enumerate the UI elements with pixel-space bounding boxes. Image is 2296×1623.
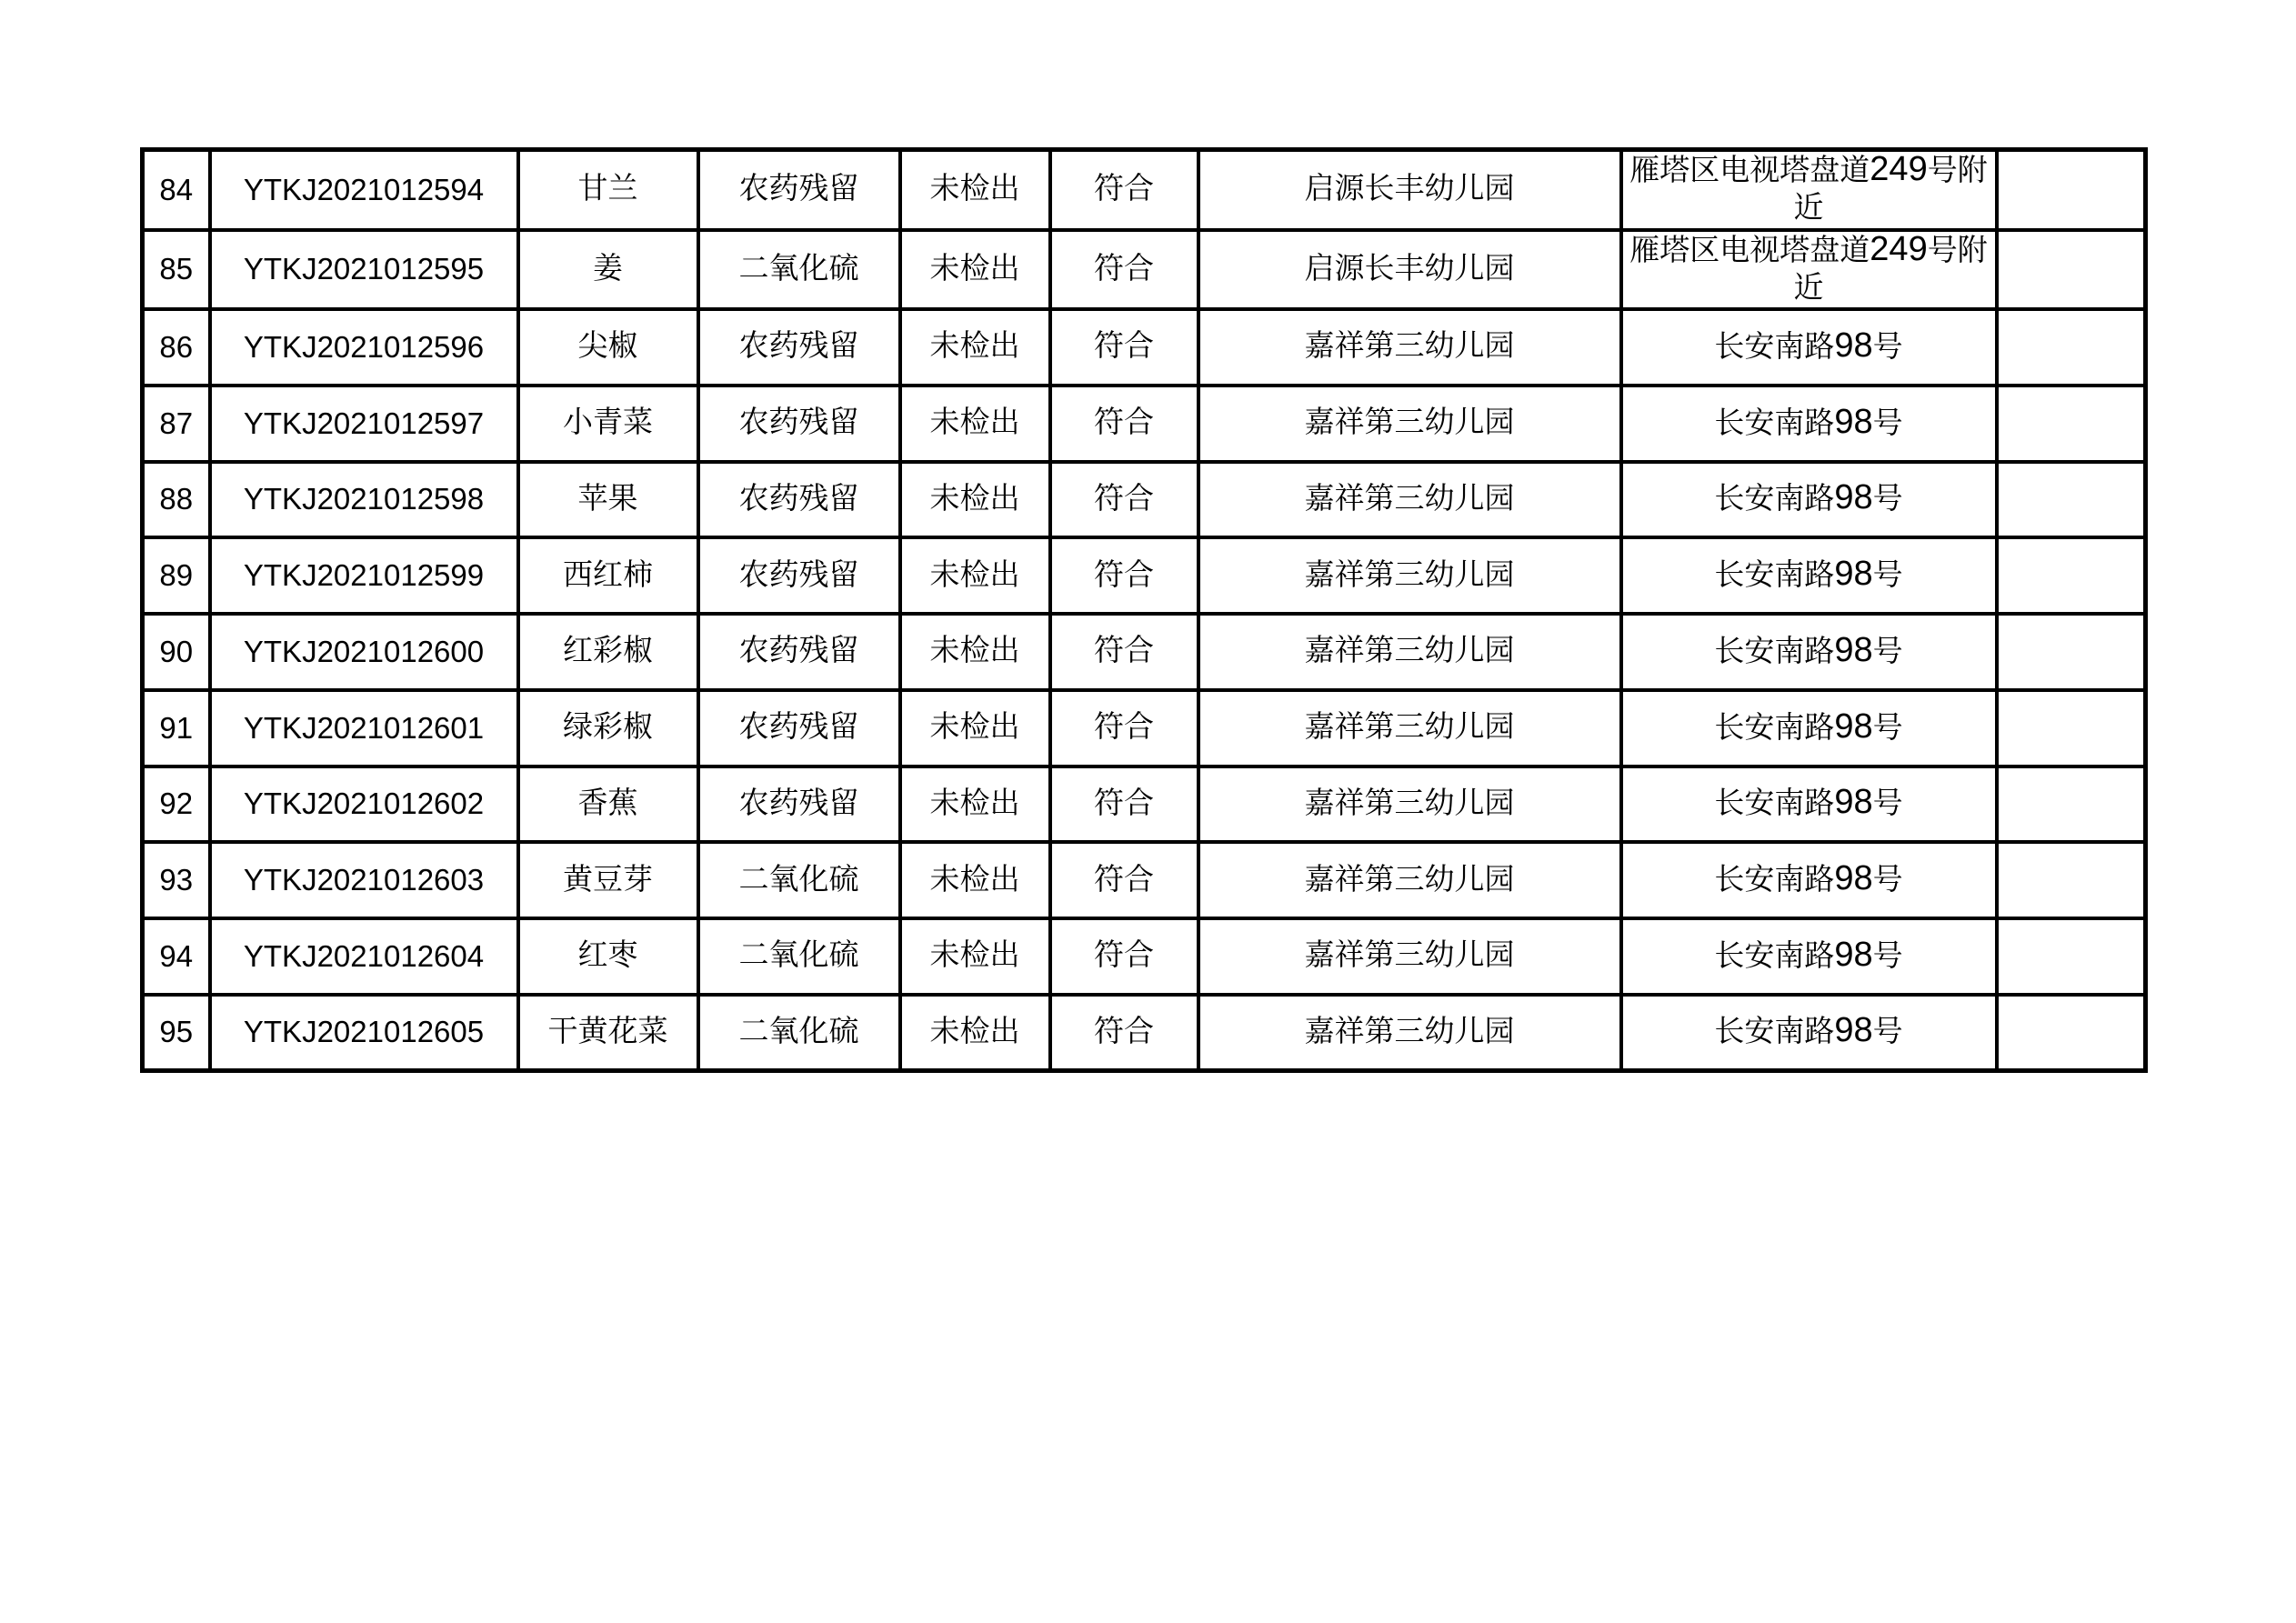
sampled-unit-cell: 嘉祥第三幼儿园: [1198, 690, 1621, 766]
sample-id-cell: YTKJ2021012604: [210, 918, 518, 995]
result-cell: 未检出: [900, 230, 1050, 310]
sample-name-cell: 红彩椒: [518, 614, 698, 690]
table-row: [143, 386, 2146, 462]
sampled-unit-cell: 嘉祥第三幼儿园: [1198, 614, 1621, 690]
conclusion-cell: 符合: [1050, 537, 1198, 614]
row-number-cell: 89: [143, 537, 210, 614]
table-row: [143, 614, 2146, 690]
conclusion-cell: 符合: [1050, 230, 1198, 310]
row-number-cell: 85: [143, 230, 210, 310]
row-number-cell: 88: [143, 462, 210, 538]
address-cell: 长安南路98号: [1621, 537, 1997, 614]
conclusion-cell: 符合: [1050, 614, 1198, 690]
sampled-unit-cell: 启源长丰幼儿园: [1198, 230, 1621, 310]
sampled-unit-cell: 嘉祥第三幼儿园: [1198, 766, 1621, 843]
address-cell: 长安南路98号: [1621, 842, 1997, 918]
sample-id-cell: YTKJ2021012594: [210, 150, 518, 230]
test-item-cell: 农药残留: [698, 537, 900, 614]
remark-cell: [1997, 614, 2146, 690]
sampled-unit-cell: 嘉祥第三幼儿园: [1198, 537, 1621, 614]
row-number-cell: 94: [143, 918, 210, 995]
sample-id-cell: YTKJ2021012603: [210, 842, 518, 918]
remark-cell: [1997, 537, 2146, 614]
test-item-cell: 二氧化硫: [698, 842, 900, 918]
conclusion-cell: 符合: [1050, 462, 1198, 538]
address-cell: 长安南路98号: [1621, 690, 1997, 766]
sample-name-cell: 干黄花菜: [518, 995, 698, 1071]
address-number: 98: [1834, 783, 1873, 822]
remark-cell: [1997, 690, 2146, 766]
table-row: [143, 230, 2146, 310]
sampled-unit-cell: 嘉祥第三幼儿园: [1198, 842, 1621, 918]
remark-cell: [1997, 150, 2146, 230]
remark-cell: [1997, 842, 2146, 918]
address-cell: 长安南路98号: [1621, 614, 1997, 690]
test-item-cell: 二氧化硫: [698, 230, 900, 310]
sample-id-cell: YTKJ2021012595: [210, 230, 518, 310]
result-cell: 未检出: [900, 842, 1050, 918]
test-item-cell: 农药残留: [698, 766, 900, 843]
conclusion-cell: 符合: [1050, 995, 1198, 1071]
result-cell: 未检出: [900, 690, 1050, 766]
remark-cell: [1997, 309, 2146, 386]
sample-name-cell: 黄豆芽: [518, 842, 698, 918]
address-cell: 长安南路98号: [1621, 386, 1997, 462]
row-number-cell: 93: [143, 842, 210, 918]
table-row: [143, 918, 2146, 995]
address-number: 98: [1834, 1011, 1873, 1050]
sampled-unit-cell: 嘉祥第三幼儿园: [1198, 309, 1621, 386]
address-number: 98: [1834, 326, 1873, 365]
address-number: 98: [1834, 478, 1873, 517]
sample-id-cell: YTKJ2021012598: [210, 462, 518, 538]
test-item-cell: 二氧化硫: [698, 918, 900, 995]
sample-id-cell: YTKJ2021012602: [210, 766, 518, 843]
address-number: 249: [1870, 150, 1928, 188]
remark-cell: [1997, 995, 2146, 1071]
result-cell: 未检出: [900, 386, 1050, 462]
table-row: [143, 690, 2146, 766]
conclusion-cell: 符合: [1050, 690, 1198, 766]
test-item-cell: 二氧化硫: [698, 995, 900, 1071]
sampled-unit-cell: 嘉祥第三幼儿园: [1198, 386, 1621, 462]
result-cell: 未检出: [900, 766, 1050, 843]
sample-id-cell: YTKJ2021012605: [210, 995, 518, 1071]
table-row: [143, 462, 2146, 538]
sample-name-cell: 西红柿: [518, 537, 698, 614]
conclusion-cell: 符合: [1050, 150, 1198, 230]
address-number: 98: [1834, 935, 1873, 974]
conclusion-cell: 符合: [1050, 918, 1198, 995]
sample-name-cell: 小青菜: [518, 386, 698, 462]
row-number-cell: 92: [143, 766, 210, 843]
conclusion-cell: 符合: [1050, 309, 1198, 386]
row-number-cell: 84: [143, 150, 210, 230]
test-item-cell: 农药残留: [698, 614, 900, 690]
test-item-cell: 农药残留: [698, 386, 900, 462]
sampled-unit-cell: 嘉祥第三幼儿园: [1198, 995, 1621, 1071]
sample-name-cell: 姜: [518, 230, 698, 310]
result-cell: 未检出: [900, 309, 1050, 386]
result-cell: 未检出: [900, 462, 1050, 538]
inspection-results-table: [140, 147, 2148, 1073]
conclusion-cell: 符合: [1050, 842, 1198, 918]
address-number: 98: [1834, 630, 1873, 669]
row-number-cell: 86: [143, 309, 210, 386]
address-cell: 长安南路98号: [1621, 918, 1997, 995]
sampled-unit-cell: 启源长丰幼儿园: [1198, 150, 1621, 230]
result-cell: 未检出: [900, 918, 1050, 995]
table-row: [143, 995, 2146, 1071]
remark-cell: [1997, 766, 2146, 843]
sample-name-cell: 绿彩椒: [518, 690, 698, 766]
remark-cell: [1997, 462, 2146, 538]
address-number: 98: [1834, 859, 1873, 897]
test-item-cell: 农药残留: [698, 309, 900, 386]
sample-name-cell: 香蕉: [518, 766, 698, 843]
address-cell: 雁塔区电视塔盘道249号附近: [1621, 230, 1997, 310]
test-item-cell: 农药残留: [698, 690, 900, 766]
table-row: [143, 842, 2146, 918]
row-number-cell: 87: [143, 386, 210, 462]
result-cell: 未检出: [900, 995, 1050, 1071]
sample-id-cell: YTKJ2021012601: [210, 690, 518, 766]
row-number-cell: 90: [143, 614, 210, 690]
test-item-cell: 农药残留: [698, 150, 900, 230]
row-number-cell: 91: [143, 690, 210, 766]
address-number: 249: [1870, 229, 1928, 268]
address-number: 98: [1834, 706, 1873, 746]
address-number: 98: [1834, 555, 1873, 593]
remark-cell: [1997, 918, 2146, 995]
remark-cell: [1997, 386, 2146, 462]
sample-id-cell: YTKJ2021012596: [210, 309, 518, 386]
result-cell: 未检出: [900, 150, 1050, 230]
table-row: [143, 309, 2146, 386]
remark-cell: [1997, 230, 2146, 310]
address-number: 98: [1834, 402, 1873, 441]
row-number-cell: 95: [143, 995, 210, 1071]
address-cell: 长安南路98号: [1621, 995, 1997, 1071]
sampled-unit-cell: 嘉祥第三幼儿园: [1198, 462, 1621, 538]
sample-name-cell: 尖椒: [518, 309, 698, 386]
sample-name-cell: 苹果: [518, 462, 698, 538]
sample-id-cell: YTKJ2021012597: [210, 386, 518, 462]
table-row: [143, 537, 2146, 614]
address-cell: 雁塔区电视塔盘道249号附近: [1621, 150, 1997, 230]
conclusion-cell: 符合: [1050, 766, 1198, 843]
sample-name-cell: 红枣: [518, 918, 698, 995]
sample-name-cell: 甘兰: [518, 150, 698, 230]
sampled-unit-cell: 嘉祥第三幼儿园: [1198, 918, 1621, 995]
sample-id-cell: YTKJ2021012600: [210, 614, 518, 690]
sample-id-cell: YTKJ2021012599: [210, 537, 518, 614]
conclusion-cell: 符合: [1050, 386, 1198, 462]
address-cell: 长安南路98号: [1621, 462, 1997, 538]
table-row: [143, 150, 2146, 230]
address-cell: 长安南路98号: [1621, 766, 1997, 843]
address-cell: 长安南路98号: [1621, 309, 1997, 386]
result-cell: 未检出: [900, 537, 1050, 614]
result-cell: 未检出: [900, 614, 1050, 690]
table-row: [143, 766, 2146, 843]
test-item-cell: 农药残留: [698, 462, 900, 538]
